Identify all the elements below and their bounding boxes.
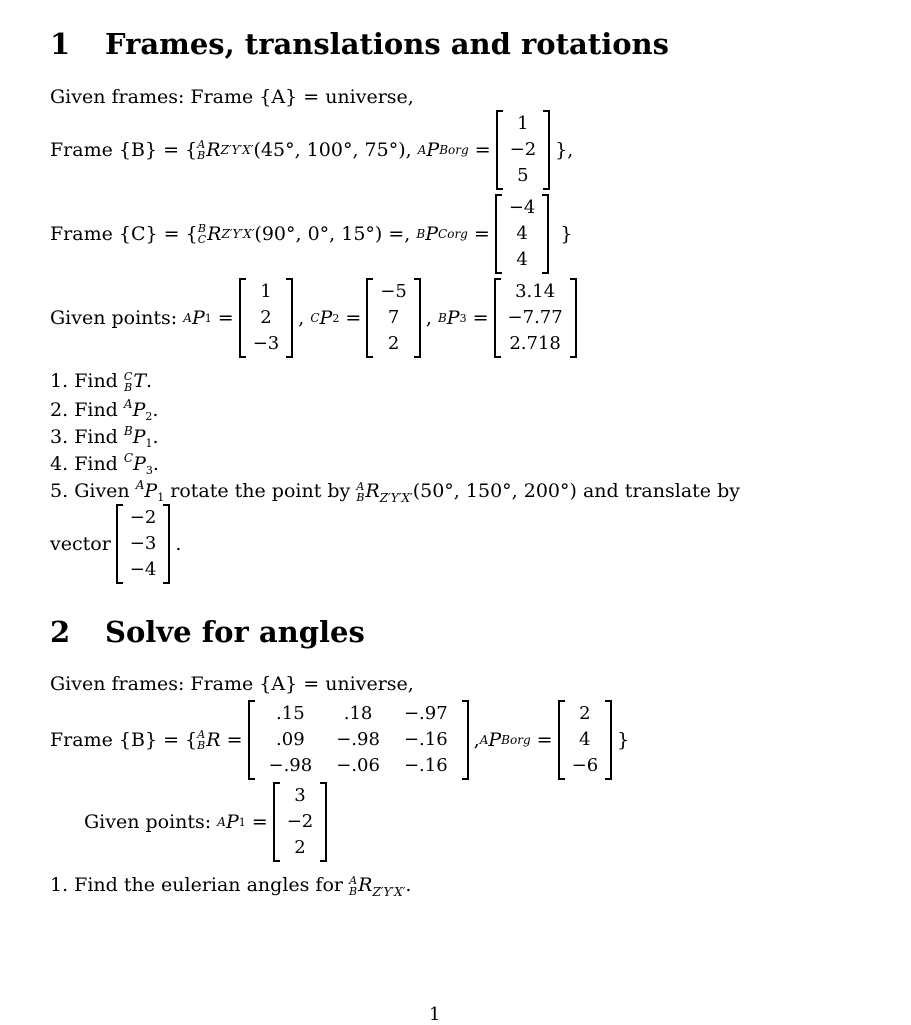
s1-given-points: Given points: A P 1 = 1 2 −3 , C P 2 = −5 7 2 , B P 3 = 3.14 −7.77 2.718 (50, 278, 582, 358)
s1-task-4: 4. Find $^CP_3$. (50, 451, 159, 477)
s1-task-3: 3. Find $^BP_1$. (50, 424, 159, 450)
s1-frame-b-porg-matrix: 1 −2 5 (496, 110, 551, 190)
s1-p3-matrix: 3.14 −7.77 2.718 (494, 278, 577, 358)
s1-given-frames: Given frames: Frame {A} = universe, (50, 86, 414, 108)
section-2-heading: 2 Solve for angles (50, 615, 365, 649)
section-1-heading: 1 Frames, translations and rotations (50, 27, 669, 61)
s1-vector: vector −2 −3 −4 . (50, 504, 181, 584)
s1-vector-matrix: −2 −3 −4 (116, 504, 171, 584)
s1-frame-b: Frame {B} = { A B R Z′Y′X′ (45°, 100°, 75°), A P Borg = 1 −2 5 }, (50, 110, 573, 190)
s2-task-1: 1. Find the eulerian angles for A B $R_{Z'Y'X'}$. (50, 874, 412, 899)
s2-given-frames: Given frames: Frame {A} = universe, (50, 673, 414, 695)
s2-given-points: Given points: A P 1 = 3 −2 2 (84, 782, 332, 862)
s2-rotation-matrix: .15 .18 −.97 .09 −.98 −.16 −.98 −.06 −.16 (248, 700, 469, 780)
s2-p1-matrix: 3 −2 2 (273, 782, 328, 862)
s1-frame-c-porg-matrix: −4 4 4 (495, 194, 550, 274)
s2-porg-matrix: 2 4 −6 (558, 700, 613, 780)
s1-task-5: 5. Given $^AP_1$ rotate the point by A B $R_{Z'Y'X'}(50^\circ$, 150°, 200°) and translate by (50, 478, 740, 505)
s1-task-2: 2. Find $^AP_2$. (50, 397, 159, 423)
s2-frame-b: Frame {B} = { A B R = .15 .18 −.97 .09 −.98 −.16 −.98 −.06 −.16 , A P Borg = 2 4 −6 } (50, 700, 629, 780)
s1-frame-c: Frame {C} = { B C R Z′Y′X′ (90°, 0°, 15°) =, B P Corg = −4 4 4 } (50, 194, 573, 274)
page-number: 1 (429, 1004, 441, 1025)
s1-task-1: 1. Find C B T. (50, 370, 153, 394)
s1-p2-matrix: −5 7 2 (366, 278, 421, 358)
s1-p1-matrix: 1 2 −3 (239, 278, 294, 358)
